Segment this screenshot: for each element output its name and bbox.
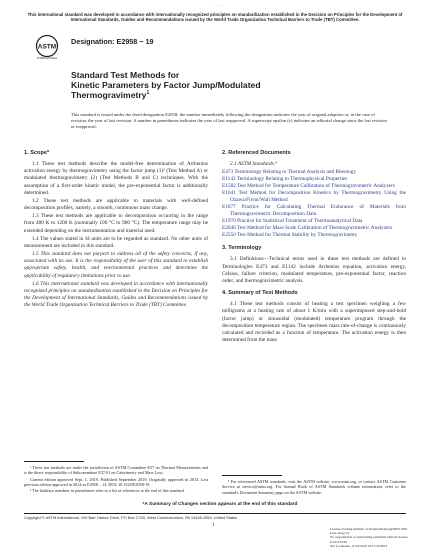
summary-of-changes-note: *A Summary of Changes section appears at the end of this standard (142, 502, 298, 507)
footnote-rule (24, 461, 84, 462)
reference-code-link[interactable]: E1970 (222, 218, 236, 225)
license-stamp (330, 527, 410, 548)
section-1-heading: 1. Scope* (24, 150, 50, 156)
reference-title-link[interactable]: Test Method for Mass Scale Calibration of Thermogravimetric Analyzers (237, 225, 393, 232)
reference-item[interactable] (222, 190, 406, 204)
left-footnotes (24, 461, 208, 494)
reference-title-link[interactable]: Practice for Calculating Thermal Endurance of Materials from Thermogravimetric Decomposition Data (230, 204, 407, 218)
reference-item[interactable] (222, 204, 406, 218)
title-line-1: Standard Test Methods for (71, 70, 180, 80)
para-3-1: 3.1 Definitions—Technical terms used in these test methods are defined in Terminologies E473 and E1142 include Arrhenius equation, activation energy, Celsius, failure criterion, modulated temperature, pre-exponential factor, reaction order, and thermogravimetric analysis. (222, 256, 406, 284)
license-line-2: No reproduction or networking permitted without license from ASTM (330, 535, 408, 544)
left-column (24, 150, 208, 310)
section-3-heading: 3. Terminology (222, 245, 262, 252)
title-footnote-mark: 1 (146, 90, 150, 97)
designation: Designation: E2958 − 19 (71, 37, 154, 46)
para-1-4: 1.4 The values stated in SI units are to be regarded as standard. No other units of measurement are included in this standard. (24, 235, 208, 249)
tbt-notice: This international standard was developed in accordance with internationally recognized principles on standardization established in the Decision on Principles for the Development of International Standards, Guides and Recommendations issued by the World Trade Organization Technical Barriers to Trade (TBT) Committee. (27, 12, 403, 23)
astm-logo (35, 34, 59, 60)
reference-code-link[interactable]: E2550 (222, 232, 236, 239)
reference-title-link[interactable]: Test Method for Temperature Calibration of Thermogravimetric Analyzers (237, 183, 395, 190)
referenced-standards-list (222, 169, 406, 239)
footnote-1b: Current edition approved Sept. 1, 2019. Published September 2019. Originally approved in 2014. Last previous edition approved in 2014 as E2958 – 14. DOI: 10.1520/E2958-19. (24, 476, 208, 487)
reference-code-link[interactable]: E2040 (222, 225, 236, 232)
right-footnotes (222, 475, 406, 496)
copyright-line: Copyright © ASTM International, 100 Barr Harbor Drive, PO Box C700, West Conshohocken, PA 19428-2959. United States (24, 515, 238, 520)
reference-item[interactable] (222, 232, 406, 239)
watermark: ··· ··· (212, 3, 224, 9)
right-column (222, 150, 406, 345)
reference-code-link[interactable]: E1641 (222, 190, 236, 197)
footer-rule (24, 513, 406, 514)
section-4-heading: 4. Summary of Test Methods (222, 290, 298, 297)
reference-title-link[interactable]: Test Method for Thermal Stability by Thermogravimetry (237, 232, 358, 239)
license-line-3: Not for Resale, 11/24/2019 19:11:45 MST (330, 543, 388, 548)
para-1-1: 1.1 These test methods describe the model-free determination of Arrhenius activation energy by thermogravimetry using the factor jump (1)² (Test Method A) or modulated thermogravimetry (2) (Test Methods B and C) techniques. With the assumption of a first-order kinetic model, the pre-exponential factor is additionally determined. (24, 161, 208, 196)
svg-text:ASTM: ASTM (37, 43, 57, 51)
para-4-1: 4.1 These test methods consist of heating a test specimen weighing a few milligrams at a heating rate of about 1 K/min with a superimposed step-and-hold (factor jump) or sinusoidal (modulated) temperature program through the decomposition temperature region. The specimen mass rate-of-change is continuously calculated and recorded as a function of temperature. The activation energy is then determined from the mass (222, 301, 406, 344)
logo-caption: INTERNATIONAL (36, 57, 58, 60)
issuance-note: This standard is issued under the fixed designation E2958; the number immediately following the designation indicates the year of original adoption or, in the case of revision, the year of last revision. A number in parentheses indicates the year of last reapproval. A superscript epsilon (ε) indicates an editorial change since the last revision or reapproval. (71, 112, 387, 130)
section-2-heading: 2. Referenced Documents (222, 150, 291, 156)
para-1-6: 1.6 This international standard was developed in accordance with internationally recognized principles on standardization established in the Decision on Principles for the Development of International Standards, Guides and Recommendations issued by the World Trade Organization Technical Barriers to Trade (TBT) Committee. (24, 280, 208, 309)
reference-item[interactable] (222, 169, 406, 176)
reference-title-link[interactable]: Terminology Relating to Thermophysical Properties (236, 176, 348, 183)
reference-title-link[interactable]: Terminology Relating to Thermal Analysis and Rheology (234, 169, 357, 176)
para-2-1: 2.1 ASTM Standards:³ (230, 161, 278, 168)
para-1-2: 1.2 These test methods are applicable to materials with well-defined decomposition profiles, namely, a smooth, continuous mass change. (24, 197, 208, 212)
reference-code-link[interactable]: E1142 (222, 176, 236, 183)
reference-title-link[interactable]: Practice for Statistical Treatment of Thermoanalytical Data (237, 218, 363, 225)
footnote-1: ¹ These test methods are under the jurisdiction of ASTM Committee E37 on Thermal Measurements and is the direct responsibility of Subcommittee E37.01 on Calorimetry and Mass Loss. (24, 465, 208, 476)
license-line-1: License-Trading institute of Standardization@D9517681 User-sangi, by (330, 527, 408, 536)
reference-title-link[interactable]: Test Method for Decomposition Kinetics by Thermogravimetry Using the Ozawa/Flynn/Wall Method (230, 190, 406, 204)
title-line-2: Kinetic Parameters by Factor Jump/Modulated (71, 80, 261, 91)
para-1-3: 1.3 These test methods are applicable to decomposition occurring in the range from 400 K to 1200 K (nominally 100 °C to 900 °C). The temperature range may be extended depending on the instrumentation and material used. (24, 213, 208, 234)
footnote-3: ³ For referenced ASTM standards, visit the ASTM website, www.astm.org, or contact ASTM Customer Service at service@astm.org. For Annual Book of ASTM Standards volume information, refer to the standard's Document Summary page on the ASTM website. (222, 479, 406, 495)
document-title (71, 70, 371, 101)
reference-code-link[interactable]: E1582 (222, 183, 236, 190)
para-1-5: 1.5 This standard does not purport to address all of the safety concerns, if any, associated with its use. It is the responsibility of the user of this standard to establish appropriate safety, health, and environmental practices and determine the applicability of regulatory limitations prior to use. (24, 251, 208, 279)
title-line-3: Thermogravimetry (71, 90, 147, 101)
reference-code-link[interactable]: E1877 (222, 204, 236, 211)
page-number: 1 (212, 523, 215, 528)
reference-code-link[interactable]: E473 (222, 169, 234, 176)
footnote-2: ² The boldface numbers in parentheses refer to a list of references at the end of this standard. (30, 488, 185, 494)
footnote-rule-right (222, 475, 282, 476)
